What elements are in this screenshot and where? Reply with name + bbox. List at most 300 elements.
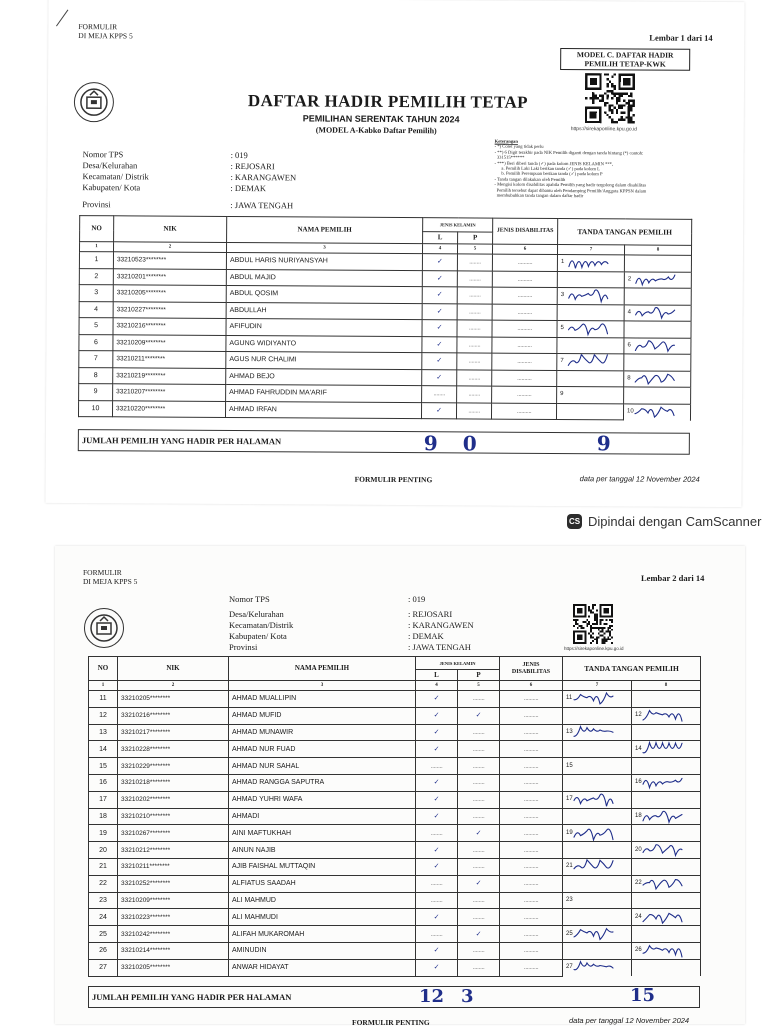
row-disability: .......... xyxy=(500,691,563,708)
row-number: 1 xyxy=(79,252,113,269)
signature-number: 17 xyxy=(566,796,573,803)
row-disability: .......... xyxy=(500,791,563,808)
signature-mark xyxy=(572,926,616,943)
row-sex-l: ✓ xyxy=(416,724,458,741)
signature-mark xyxy=(633,337,677,354)
signature-mark xyxy=(641,808,685,825)
signature-mark xyxy=(566,353,610,370)
voter-table-page-2 xyxy=(88,656,701,977)
signature-mark xyxy=(567,254,611,271)
signature-cell-right xyxy=(632,842,701,859)
scanner-badge: CS Dipindai dengan CamScanner xyxy=(568,514,762,529)
row-sex-p: ........ xyxy=(457,386,492,403)
row-name: AGUNG WIDIYANTO xyxy=(226,335,422,353)
signature-cell-right xyxy=(624,337,691,354)
row-nik: 33210207******** xyxy=(113,384,226,401)
col-number: 3 xyxy=(229,681,416,691)
table-row xyxy=(89,791,701,808)
sheet-number: Lembar 1 dari 14 xyxy=(649,32,713,43)
table-row xyxy=(89,707,701,724)
signature-cell-right xyxy=(632,774,701,791)
row-nik: 33210214******** xyxy=(118,942,229,959)
col-header-p: P xyxy=(458,670,500,681)
col-number: 1 xyxy=(89,681,118,691)
form-sheet-page-1 xyxy=(45,0,744,507)
row-disability: .......... xyxy=(492,254,557,271)
notes-list xyxy=(494,144,699,199)
signature-number: 1 xyxy=(560,259,565,266)
signature-cell-right xyxy=(632,858,701,875)
signature-number: 18 xyxy=(635,812,642,819)
signature-mark xyxy=(572,724,616,741)
row-sex-l: ✓ xyxy=(422,320,457,337)
col-number: 6 xyxy=(500,681,563,691)
row-sex-p: ........ xyxy=(458,741,500,758)
info-row-kecamatan: Kecamatan/ Distrik : KARANGAWEN xyxy=(82,171,297,183)
table-row xyxy=(89,875,701,892)
col-number: 8 xyxy=(632,681,701,691)
col-header-nik: NIK xyxy=(114,216,227,243)
row-nik: 33210212******** xyxy=(118,842,229,859)
note-line: - Tanda tangan dilakukan oleh Pemilih xyxy=(494,176,566,182)
signature-number: 7 xyxy=(560,358,564,365)
table-row xyxy=(89,892,701,909)
signature-cell-left xyxy=(563,774,632,791)
signature-cell-right xyxy=(632,758,701,775)
row-number: 22 xyxy=(89,875,118,892)
signature-mark xyxy=(633,370,677,387)
row-sex-l: ........ xyxy=(416,926,458,943)
note-line: - ***) Beri diberi tanda (✓) pada kolom JENIS KELAMIN ***, xyxy=(494,160,614,166)
table-row xyxy=(89,691,701,708)
row-number: 12 xyxy=(89,707,118,724)
row-sex-l: ✓ xyxy=(422,270,457,287)
row-sex-p: ........ xyxy=(457,270,492,287)
row-nik: 33210252******** xyxy=(118,875,229,892)
row-disability: .......... xyxy=(500,959,563,976)
signature-cell-left xyxy=(557,254,624,271)
table-row xyxy=(89,942,701,959)
signature-cell-left xyxy=(563,875,632,892)
row-disability: .......... xyxy=(492,353,557,370)
form-sheet-page-2 xyxy=(55,546,745,1027)
signature-cell-left xyxy=(563,909,632,926)
col-header-nama: NAMA PEMILIH xyxy=(229,657,416,681)
signature-cell-left xyxy=(563,691,632,708)
sum-total: 15 xyxy=(630,985,656,1006)
info-row-desa: Desa/Kelurahan : REJOSARI xyxy=(229,609,453,619)
row-nik: 33210202******** xyxy=(118,791,229,808)
table-row xyxy=(89,774,701,791)
row-nik: 33210217******** xyxy=(118,724,229,741)
signature-mark xyxy=(641,842,685,859)
row-name: AMINUDIN xyxy=(229,942,416,959)
page-subtitle-2: (MODEL A-Kabko Daftar Pemilih) xyxy=(315,125,437,136)
row-sex-p: ........ xyxy=(457,287,492,304)
row-disability: .......... xyxy=(500,875,563,892)
qr-code-icon xyxy=(573,604,613,644)
signature-number: 11 xyxy=(566,695,573,702)
row-disability: .......... xyxy=(500,758,563,775)
info-block xyxy=(229,594,489,653)
kpu-logo-icon xyxy=(74,82,114,122)
signature-number: 5 xyxy=(560,325,564,332)
row-nik: 33210523******** xyxy=(113,252,226,269)
row-name: ALFIATUS SAADAH xyxy=(229,875,416,892)
row-disability: .......... xyxy=(500,858,563,875)
row-nik: 33210242******** xyxy=(118,926,229,943)
row-number: 11 xyxy=(89,691,118,708)
row-number: 7 xyxy=(79,351,113,368)
voter-table-page-1 xyxy=(78,215,692,421)
signature-number: 15 xyxy=(566,762,573,769)
row-sex-l: ✓ xyxy=(416,808,458,825)
row-sex-p: ........ xyxy=(458,842,500,859)
info-row-kabupaten: Kabupaten/ Kota : DEMAK xyxy=(229,631,444,641)
signature-cell-right xyxy=(632,875,701,892)
signature-mark xyxy=(633,403,677,420)
signature-mark xyxy=(572,691,616,708)
signature-number: 20 xyxy=(635,846,642,853)
notes-block: Keterangan - *) Coret yang tidak perlu - **) 6 Digit terakhir pada NIK Pemilih diganti dengan tanda bintang (*) contoh: 331515****** - ***) Beri diberi tanda (✓) pada kolom JENIS KELAMIN ***, a. Pemilih Laki Laki berikan tanda (✓) pada kolom L b. Pemilih Perempuan berikan tanda (✓) pada kolom P - Tanda tangan dilakukan oleh Pemilih - Mengisi kolom disabilitas apabila Pemilih yang hadir tergolong dalam disabilitas Pemilih tersebut dapat dibantu oleh Pendamping Pemilih/Anggota KPPSN dalam membubuhkan tanda tangan dalam daftar hadir xyxy=(494,139,699,200)
signature-number: 27 xyxy=(566,964,573,971)
info-block xyxy=(82,149,342,212)
row-disability: .......... xyxy=(492,370,557,387)
signature-number: 6 xyxy=(627,342,631,349)
row-nik: 33210210******** xyxy=(118,808,229,825)
row-sex-l: ........ xyxy=(416,825,458,842)
row-sex-p: ........ xyxy=(458,892,500,909)
col-number: 2 xyxy=(118,681,229,691)
note-line: a. Pemilih Laki Laki berikan tanda (✓) pada kolom L xyxy=(494,165,600,172)
row-disability: .......... xyxy=(500,926,563,943)
signature-number: 3 xyxy=(560,292,565,299)
row-name: AJIB FAISHAL MUTTAQIN xyxy=(229,858,416,875)
col-header-tanda-tangan: TANDA TANGAN PEMILIH xyxy=(558,218,692,245)
row-number: 6 xyxy=(79,334,113,351)
pen-mark xyxy=(56,10,80,35)
row-nik: 33210205******** xyxy=(118,959,229,976)
row-sex-l: ✓ xyxy=(416,959,458,976)
row-name: ALIFAH MUKAROMAH xyxy=(229,926,416,943)
signature-number: 2 xyxy=(627,276,632,283)
info-row-provinsi: Provinsi : JAWA TENGAH xyxy=(82,199,294,211)
sum-male: 9 xyxy=(423,431,438,456)
row-sex-l: ✓ xyxy=(422,369,457,386)
row-sex-p: ........ xyxy=(457,320,492,337)
info-row-tps: Nomor TPS : 019 xyxy=(229,594,426,604)
table-row xyxy=(89,909,701,926)
col-number: 1 xyxy=(79,242,113,252)
sum-male: 12 xyxy=(419,986,445,1007)
signature-cell-right xyxy=(632,707,701,724)
footer-date: data per tanggal 12 November 2024 xyxy=(579,474,700,484)
table-row xyxy=(89,825,701,842)
signature-mark xyxy=(572,959,616,976)
row-sex-p: ........ xyxy=(458,858,500,875)
row-disability: .......... xyxy=(491,403,556,420)
row-disability: .......... xyxy=(500,842,563,859)
signature-cell-left xyxy=(563,825,632,842)
row-sex-p: ........ xyxy=(458,942,500,959)
row-nik: 33210228******** xyxy=(118,741,229,758)
row-number: 13 xyxy=(89,724,118,741)
signature-cell-right xyxy=(632,724,701,741)
signature-cell-right xyxy=(624,387,691,404)
row-disability: .......... xyxy=(500,774,563,791)
signature-mark xyxy=(641,875,685,892)
page-subtitle: PEMILIHAN SERENTAK TAHUN 2024 xyxy=(302,113,460,125)
signature-number: 14 xyxy=(635,745,642,752)
signature-cell-right xyxy=(632,909,701,926)
row-sex-p: ........ xyxy=(457,336,492,353)
row-sex-l: ✓ xyxy=(422,353,457,370)
row-nik: 33210211******** xyxy=(118,858,229,875)
signature-number: 22 xyxy=(635,880,642,887)
signature-cell-left xyxy=(563,942,632,959)
signature-mark xyxy=(566,320,610,337)
row-sex-p: ........ xyxy=(457,303,492,320)
row-number: 17 xyxy=(89,791,118,808)
row-number: 25 xyxy=(89,926,118,943)
row-number: 4 xyxy=(79,301,113,318)
row-sex-p: ........ xyxy=(458,758,500,775)
row-name: AINUN NAJIB xyxy=(229,842,416,859)
row-name: AHMAD RANGGA SAPUTRA xyxy=(229,774,416,791)
qr-code-icon xyxy=(585,73,635,123)
row-nik: 33210211******** xyxy=(113,351,226,368)
signature-cell-left xyxy=(556,403,623,420)
row-nik: 33210223******** xyxy=(118,909,229,926)
row-nik: 33210201******** xyxy=(113,268,226,285)
row-number: 3 xyxy=(79,285,113,302)
row-disability: .......... xyxy=(500,909,563,926)
col-number: 2 xyxy=(113,242,226,253)
row-sex-l: ........ xyxy=(416,892,458,909)
col-number: 5 xyxy=(457,244,492,254)
row-name: AHMAD MUNAWIR xyxy=(229,724,416,741)
footer-date: data per tanggal 12 November 2024 xyxy=(569,1016,690,1025)
row-disability: .......... xyxy=(492,337,557,354)
row-sex-p: ✓ xyxy=(458,707,500,724)
row-number: 15 xyxy=(89,758,118,775)
col-header-l: L xyxy=(416,670,458,681)
row-name: ABDUL HARIS NURIYANSYAH xyxy=(226,252,422,270)
row-name: AHMAD BEJO xyxy=(226,368,422,386)
row-disability: .......... xyxy=(492,304,557,321)
row-sex-l: ✓ xyxy=(421,402,456,419)
signature-cell-left xyxy=(563,791,632,808)
signature-cell-right xyxy=(632,808,701,825)
note-line: b. Pemilih Perempuan berikan tanda (✓) pada kolom P xyxy=(494,171,603,177)
col-header-no: NO xyxy=(80,216,114,242)
col-number: 3 xyxy=(226,242,422,253)
signature-mark xyxy=(641,942,685,959)
row-nik: 33210216******** xyxy=(113,318,226,335)
signature-cell-right xyxy=(624,321,691,338)
info-row-kecamatan: Kecamatan/Distrik : KARANGAWEN xyxy=(229,620,474,630)
table-row xyxy=(89,926,701,943)
row-name: ABDULLAH xyxy=(226,302,422,320)
row-sex-l: ........ xyxy=(422,386,457,403)
row-name: AHMAD MUALLIPIN xyxy=(229,691,416,708)
signature-cell-right xyxy=(624,370,691,387)
signature-cell-left xyxy=(563,959,632,976)
row-sex-p: ........ xyxy=(458,909,500,926)
info-row-desa: Desa/Kelurahan : REJOSARI xyxy=(82,160,275,172)
row-sex-l: ✓ xyxy=(422,303,457,320)
signature-mark xyxy=(641,774,685,791)
row-name: AFIFUDIN xyxy=(226,318,422,336)
signature-number: 10 xyxy=(627,408,634,415)
sum-female: 3 xyxy=(461,986,474,1007)
row-nik: 33210227******** xyxy=(113,301,226,318)
row-sex-p: ........ xyxy=(458,691,500,708)
page-title: DAFTAR HADIR PEMILIH TETAP xyxy=(247,91,529,112)
row-sex-p: ........ xyxy=(458,959,500,976)
signature-number: 24 xyxy=(635,913,642,920)
col-number: 4 xyxy=(416,681,458,691)
row-number: 21 xyxy=(89,858,118,875)
signature-cell-left xyxy=(563,808,632,825)
row-disability: .......... xyxy=(500,724,563,741)
signature-cell-left xyxy=(557,271,624,288)
col-number: 8 xyxy=(625,245,692,255)
row-name: ABDUL MAJID xyxy=(226,269,422,287)
row-number: 23 xyxy=(89,892,118,909)
row-name: AHMAD YUHRI WAFA xyxy=(229,791,416,808)
row-name: AHMAD MUFID xyxy=(229,707,416,724)
note-line: 331515****** xyxy=(494,154,525,161)
row-name: ALI MAHMUD xyxy=(229,892,416,909)
col-header-tanda-tangan: TANDA TANGAN PEMILIH xyxy=(563,657,701,681)
signature-number: 21 xyxy=(566,863,573,870)
row-sex-l: ✓ xyxy=(416,691,458,708)
row-number: 5 xyxy=(79,318,113,335)
row-sex-p: ........ xyxy=(457,254,492,271)
col-header-jenis-kelamin: JENIS KELAMIN xyxy=(423,218,493,232)
row-sex-p: ........ xyxy=(458,808,500,825)
col-header-jenis-kelamin: JENIS KELAMIN xyxy=(416,657,500,670)
row-disability: .......... xyxy=(500,707,563,724)
row-name: AINI MAFTUKHAH xyxy=(229,825,416,842)
row-sex-p: ✓ xyxy=(458,875,500,892)
row-sex-p: ✓ xyxy=(458,825,500,842)
signature-number: 13 xyxy=(566,728,573,735)
row-name: ALI MAHMUDI xyxy=(229,909,416,926)
col-header-nama: NAMA PEMILIH xyxy=(227,216,423,243)
camscanner-icon: CS xyxy=(567,514,582,529)
row-name: AGUS NUR CHALIMI xyxy=(226,351,422,369)
signature-mark xyxy=(634,304,678,321)
signature-cell-left xyxy=(563,926,632,943)
signature-cell-right xyxy=(632,926,701,943)
signature-cell-left xyxy=(563,707,632,724)
row-nik: 33210229******** xyxy=(118,758,229,775)
row-number: 19 xyxy=(89,825,118,842)
row-number: 20 xyxy=(89,842,118,859)
table-row xyxy=(89,808,701,825)
signature-mark xyxy=(641,909,685,926)
signature-cell-left xyxy=(557,337,624,354)
signature-cell-right xyxy=(632,959,701,976)
signature-cell-right xyxy=(632,942,701,959)
signature-number: 12 xyxy=(635,712,642,719)
note-line: Pemilih tersebut dapat dibantu oleh Pendamping Pemilih/Anggota KPPSN dalam xyxy=(494,187,647,194)
row-disability: .......... xyxy=(492,320,557,337)
signature-mark xyxy=(634,271,678,288)
row-nik: 33210216******** xyxy=(118,707,229,724)
table-row xyxy=(89,842,701,859)
footer-center: FORMULIR PENTING xyxy=(352,1018,430,1027)
row-number: 8 xyxy=(79,367,113,384)
signature-number: 25 xyxy=(566,930,573,937)
row-disability: .......... xyxy=(500,741,563,758)
signature-cell-right xyxy=(623,403,690,420)
row-sex-p: ........ xyxy=(456,402,491,419)
signature-cell-left xyxy=(557,304,624,321)
row-nik: 33210209******** xyxy=(118,892,229,909)
signature-cell-left xyxy=(563,724,632,741)
row-nik: 33210218******** xyxy=(118,774,229,791)
row-sex-l: ........ xyxy=(416,875,458,892)
col-header-no: NO xyxy=(89,657,118,681)
row-name: AHMADI xyxy=(229,808,416,825)
signature-cell-left xyxy=(563,741,632,758)
signature-cell-right xyxy=(632,791,701,808)
table-row xyxy=(89,959,701,976)
signature-mark xyxy=(641,707,685,724)
row-sex-l: ✓ xyxy=(416,858,458,875)
signature-number: 4 xyxy=(627,309,632,316)
signature-number: 23 xyxy=(566,896,573,903)
signature-cell-left xyxy=(563,842,632,859)
row-number: 27 xyxy=(89,959,118,976)
row-sex-p: ........ xyxy=(457,353,492,370)
row-number: 2 xyxy=(79,268,113,285)
row-disability: .......... xyxy=(492,386,557,403)
signature-cell-right xyxy=(624,255,691,272)
row-nik: 33210267******** xyxy=(118,825,229,842)
row-sex-l: ✓ xyxy=(416,842,458,859)
row-number: 26 xyxy=(89,942,118,959)
model-box: MODEL C. DAFTAR HADIR PEMILIH TETAP-KWK xyxy=(560,48,690,71)
row-sex-l: ✓ xyxy=(422,287,457,304)
row-number: 16 xyxy=(89,774,118,791)
col-number: 5 xyxy=(458,681,500,691)
row-sex-l: ✓ xyxy=(416,791,458,808)
info-row-provinsi: Provinsi : JAWA TENGAH xyxy=(229,642,471,652)
col-number: 6 xyxy=(493,244,558,254)
signature-cell-left xyxy=(563,758,632,775)
signature-number: 19 xyxy=(566,829,573,836)
sheet-number: Lembar 2 dari 14 xyxy=(641,573,705,583)
row-sex-l: ........ xyxy=(416,758,458,775)
table-row xyxy=(89,724,701,741)
row-sex-l: ✓ xyxy=(422,336,457,353)
note-line: membubuhkan tanda tangan dalam daftar hadir xyxy=(494,192,584,199)
row-sex-l: ✓ xyxy=(416,707,458,724)
row-number: 14 xyxy=(89,741,118,758)
row-sex-p: ........ xyxy=(458,791,500,808)
col-header-disabilitas: JENIS DISABILITAS xyxy=(493,218,558,244)
col-number: 7 xyxy=(558,244,625,254)
row-sex-p: ........ xyxy=(457,369,492,386)
row-name: AHMAD NUR FUAD xyxy=(229,741,416,758)
row-disability: .......... xyxy=(500,892,563,909)
qr-caption: https://sirekaponline.kpu.go.id xyxy=(564,646,624,651)
row-sex-l: ✓ xyxy=(416,741,458,758)
